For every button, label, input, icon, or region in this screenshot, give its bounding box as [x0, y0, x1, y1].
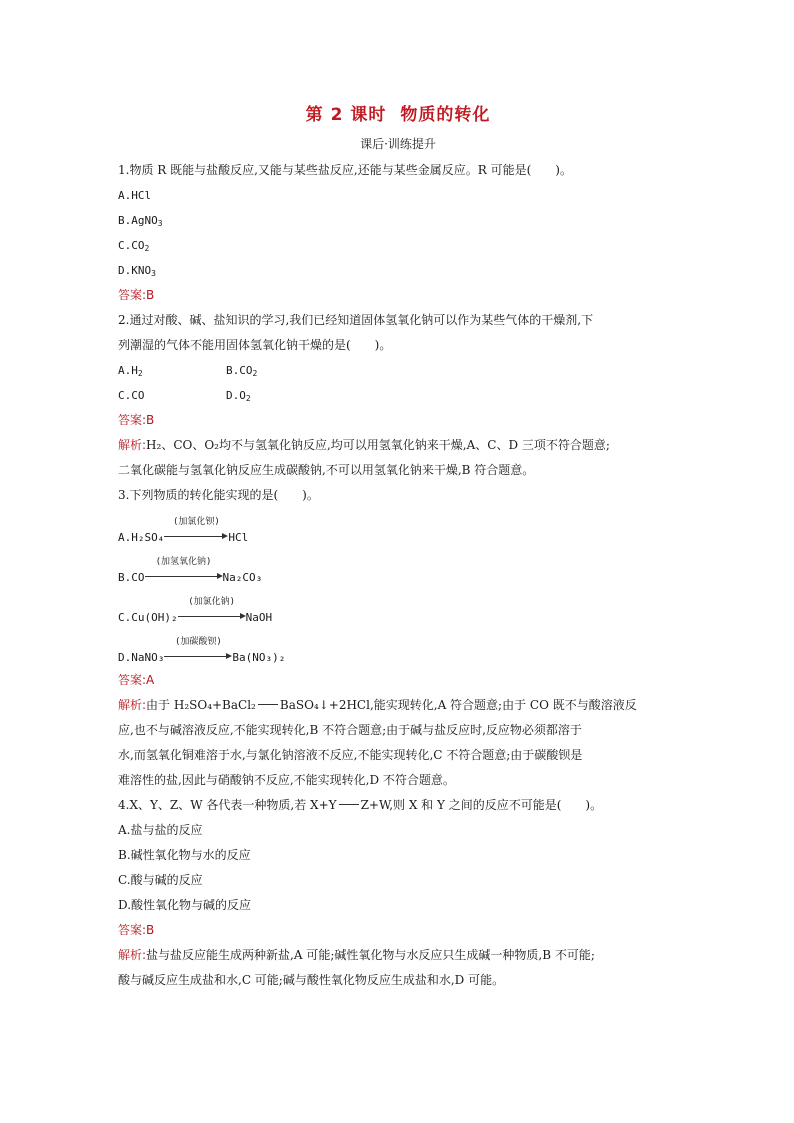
q4-option-b: B.碱性氧化物与水的反应 [118, 848, 251, 862]
page-subtitle: 课后·训练提升 [360, 137, 436, 151]
q3-option-d: D.NaNO₃ (加碳酸钡) Ba(NO₃)₂ [118, 637, 286, 664]
title-lesson: 第 2 课时 [305, 105, 387, 125]
q2-explanation-line1: 解析:H₂、CO、O₂均不与氢氧化钠反应,均可以用氢氧化钠来干燥,A、C、D 三项不符合题意; [118, 438, 610, 452]
q3-option-a: A.H₂SO₄ (加氯化钡) HCl [118, 517, 249, 544]
equals-line-icon [339, 800, 359, 805]
equals-line-icon [258, 700, 278, 705]
q2-stem-line2: 列潮湿的气体不能用固体氢氧化钠干燥的是( )。 [118, 338, 392, 352]
q3-explanation-line3: 水,而氢氧化铜难溶于水,与氯化钠溶液不反应,不能实现转化,C 不符合题意;由于碳酸钡是 [118, 748, 583, 762]
reaction-arrow-icon: (加氯化钠) [178, 611, 246, 624]
q1-option-b: B.AgNO$_3$ [118, 214, 163, 228]
q3-explanation-line4: 难溶性的盐,因此与硝酸钠不反应,不能实现转化,D 不符合题意。 [118, 773, 455, 787]
q3-answer: 答案:A [118, 673, 155, 687]
q4-option-d: D.酸性氧化物与碱的反应 [118, 898, 252, 912]
q2-option-b: $B.CO_2$ [226, 364, 258, 378]
q4-explanation-line2: 酸与碱反应生成盐和水,C 可能;碱与酸性氧化物反应生成盐和水,D 可能。 [118, 973, 505, 987]
q2-option-c: C.CO [118, 389, 145, 402]
q2-options-row2 [118, 383, 678, 408]
q4-answer: 答案:B [118, 923, 155, 937]
q1-option-a: A.HCl [118, 189, 152, 202]
q3-option-c: C.Cu(OH)₂ (加氯化钠) NaOH [118, 597, 273, 624]
q2-explanation-line2: 二氧化碳能与氢氧化钠反应生成碳酸钠,不可以用氢氧化钠来干燥,B 符合题意。 [118, 463, 535, 477]
q4-option-c: C.酸与碱的反应 [118, 873, 203, 887]
q1-option-d: $D.KNO_3$ [118, 264, 156, 278]
q3-explanation-line1: 解析:由于 H₂SO₄+BaCl₂ BaSO₄↓+2HCl,能实现转化,A 符合题意;由于 CO 既不与酸溶液反 [118, 698, 637, 712]
q3-option-b: B.CO (加氢氧化钠) Na₂CO₃ [118, 557, 263, 584]
title-topic: 物质的转化 [400, 105, 491, 125]
q3-explanation-line2: 应,也不与碱溶液反应,不能实现转化,B 不符合题意;由于碱与盐反应时,反应物必须都溶于 [118, 723, 582, 737]
q2-option-d: $D.O_2$ [226, 389, 251, 403]
reaction-arrow-icon: (加氢氧化钠) [145, 571, 223, 584]
q4-stem: 4.X、Y、Z、W 各代表一种物质,若 X+Y Z+W,则 X 和 Y 之间的反应不可能是( )。 [118, 798, 603, 812]
document-page [118, 100, 678, 993]
q4-option-a: A.盐与盐的反应 [118, 823, 203, 837]
q1-stem: 1.物质 R 既能与盐酸反应,又能与某些盐反应,还能与某些金属反应。R 可能是( )。 [118, 163, 572, 177]
q2-option-a: $A.H_2$ [118, 364, 143, 378]
q2-stem-line1: 2.通过对酸、碱、盐知识的学习,我们已经知道固体氢氧化钠可以作为某些气体的干燥剂,下 [118, 313, 594, 327]
reaction-arrow-icon: (加碳酸钡) [164, 651, 232, 664]
q2-options-row1 [118, 358, 678, 383]
reaction-arrow-icon: (加氯化钡) [164, 531, 228, 544]
q1-option-c: $C.CO_2$ [118, 239, 150, 253]
page-title [118, 100, 678, 125]
q3-stem: 3.下列物质的转化能实现的是( )。 [118, 488, 319, 502]
q2-answer: 答案:B [118, 413, 155, 427]
q1-answer: 答案:B [118, 288, 155, 302]
q4-explanation-line1: 解析:盐与盐反应能生成两种新盐,A 可能;碱性氧化物与水反应只生成碱一种物质,B 不可能; [118, 948, 595, 962]
